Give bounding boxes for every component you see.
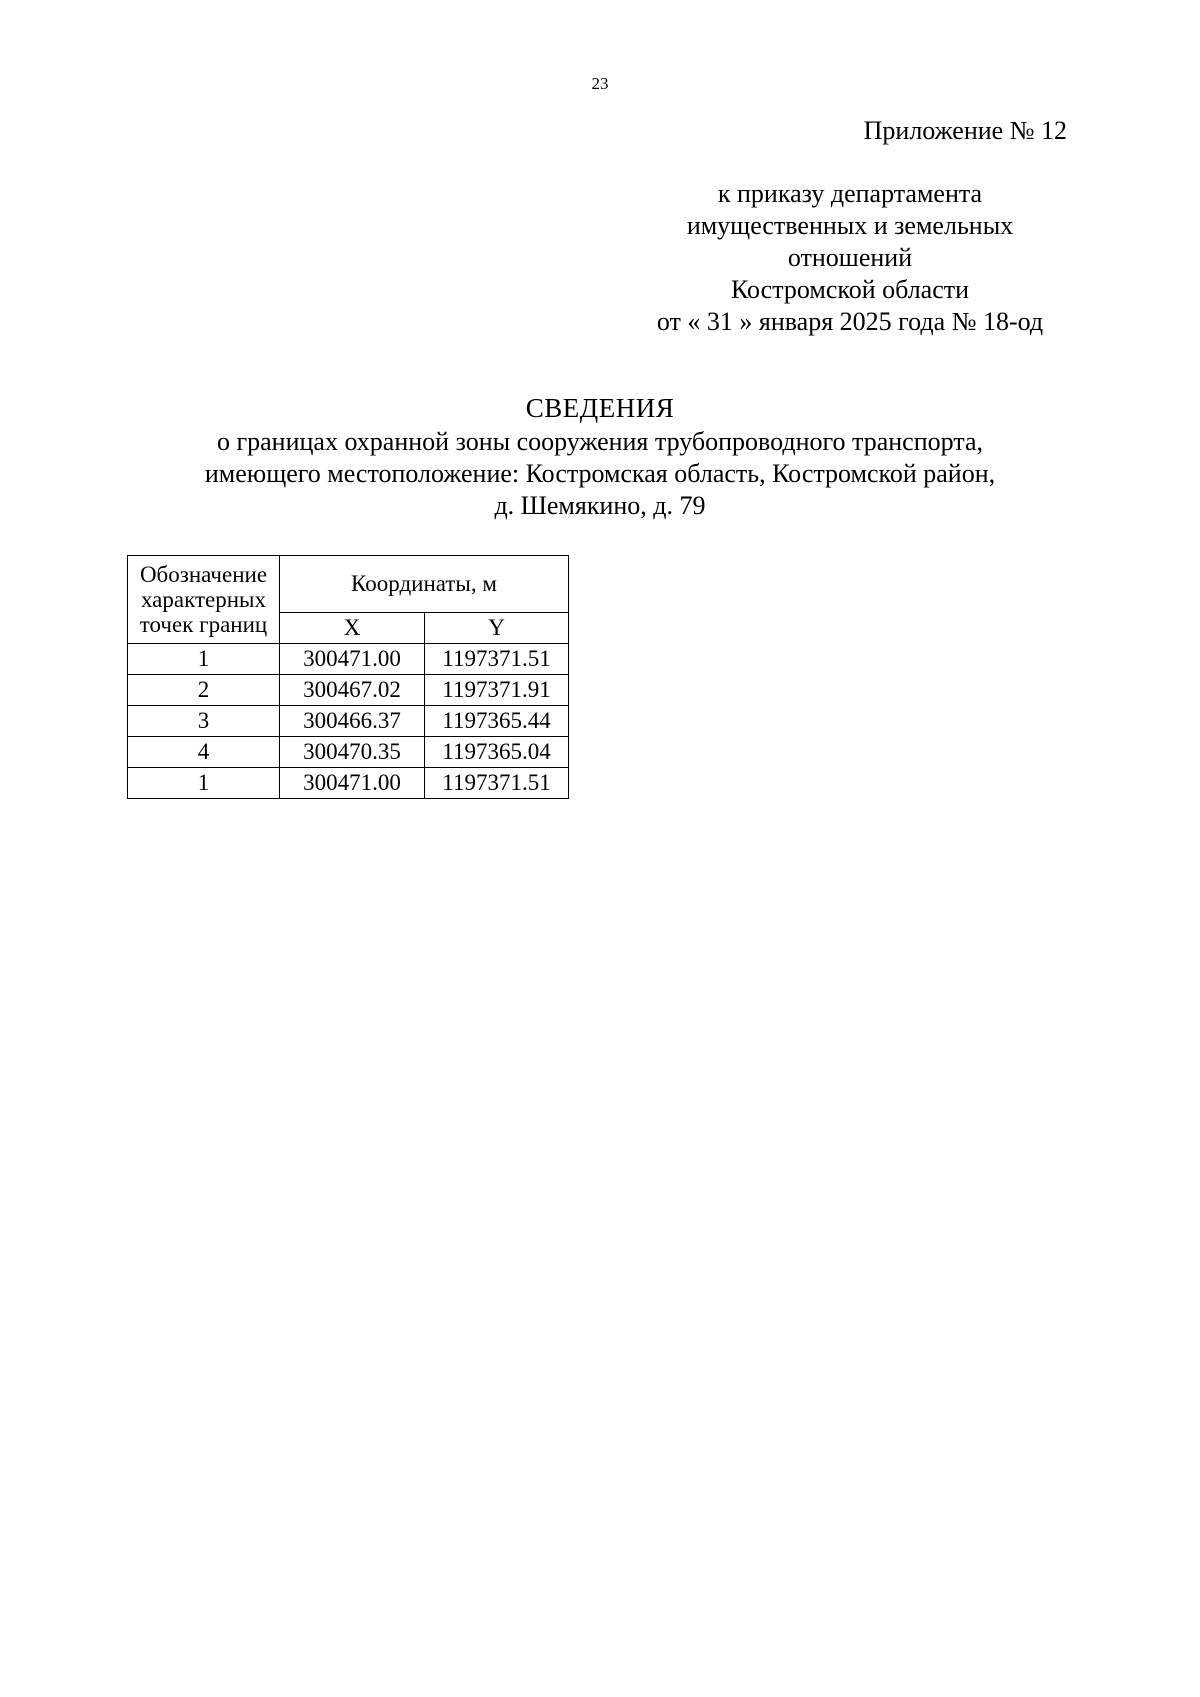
table-header-row	[128, 556, 569, 613]
subtitle-line: д. Шемякино, д. 79	[494, 491, 706, 520]
order-reference-line: Костромской области	[730, 275, 970, 304]
document-title: СВЕДЕНИЯ	[525, 393, 675, 423]
cell-point: 2	[128, 675, 280, 706]
order-reference-line: отношений	[787, 243, 913, 272]
cell-x: 300470.35	[280, 737, 425, 768]
subtitle-line: имеющего местоположение: Костромская область, Костромской район,	[204, 459, 996, 488]
table-row	[128, 768, 569, 799]
table-row	[128, 675, 569, 706]
cell-x: 300466.37	[280, 706, 425, 737]
cell-y: 1197371.91	[425, 675, 569, 706]
page-number: 23	[591, 74, 609, 93]
header-x: X	[280, 613, 425, 644]
table-row	[128, 644, 569, 675]
appendix-number: Приложение № 12	[863, 116, 1067, 145]
order-reference	[600, 178, 1100, 338]
cell-x: 300471.00	[280, 644, 425, 675]
cell-point: 4	[128, 737, 280, 768]
order-reference-line: имущественных и земельных	[686, 211, 1014, 240]
subtitle-line: о границах охранной зоны сооружения трубопроводного транспорта,	[216, 427, 984, 456]
cell-point: 1	[128, 768, 280, 799]
header-point-designation: Обозначение характерных точек границ	[128, 556, 280, 644]
header-y: Y	[425, 613, 569, 644]
document-subtitle	[100, 426, 1100, 522]
table-row	[128, 737, 569, 768]
cell-x: 300471.00	[280, 768, 425, 799]
cell-y: 1197365.44	[425, 706, 569, 737]
cell-y: 1197371.51	[425, 644, 569, 675]
cell-point: 3	[128, 706, 280, 737]
order-reference-line: от « 31 » января 2025 года № 18-од	[656, 307, 1044, 336]
coordinates-table	[127, 555, 569, 799]
header-coordinates: Координаты, м	[280, 556, 569, 613]
cell-x: 300467.02	[280, 675, 425, 706]
cell-point: 1	[128, 644, 280, 675]
table-row	[128, 706, 569, 737]
cell-y: 1197365.04	[425, 737, 569, 768]
order-reference-line: к приказу департамента	[717, 179, 983, 208]
cell-y: 1197371.51	[425, 768, 569, 799]
